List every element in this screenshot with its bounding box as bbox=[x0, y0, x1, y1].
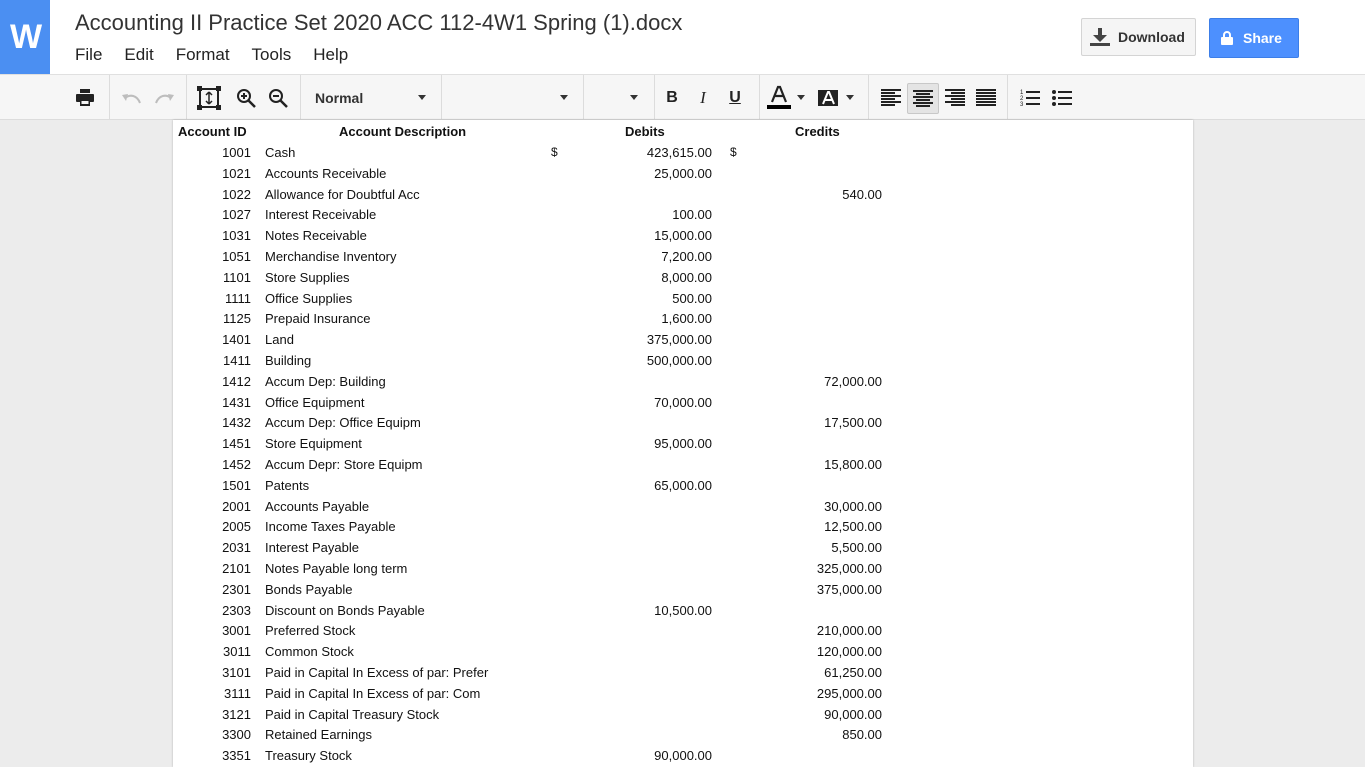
account-id: 1027 bbox=[222, 207, 251, 223]
account-description: Discount on Bonds Payable bbox=[265, 602, 425, 618]
account-description: Paid in Capital In Excess of par: Com bbox=[265, 685, 481, 701]
table-row bbox=[173, 748, 1193, 767]
debit-amount: 70,000.00 bbox=[654, 394, 712, 410]
account-id: 3101 bbox=[222, 665, 251, 680]
column-header-debits: Debits bbox=[625, 124, 665, 139]
credit-amount: 375,000.00 bbox=[816, 581, 882, 597]
table-row bbox=[173, 145, 1193, 165]
debit-amount: 375,000.00 bbox=[646, 332, 712, 348]
account-id: 1431 bbox=[222, 394, 251, 410]
table-row bbox=[173, 395, 1193, 415]
align-center-icon bbox=[913, 90, 933, 107]
account-id: 3351 bbox=[222, 748, 251, 764]
align-justify-button[interactable] bbox=[971, 75, 1000, 120]
account-id: 2031 bbox=[222, 540, 251, 556]
table-row bbox=[173, 332, 1193, 352]
credit-amount: 540.00 bbox=[842, 186, 882, 202]
numbered-list-button[interactable] bbox=[1015, 75, 1044, 120]
credit-currency-sign: $ bbox=[730, 145, 737, 159]
table-row bbox=[173, 291, 1193, 311]
bulleted-list-icon bbox=[1052, 89, 1072, 107]
account-id: 1501 bbox=[222, 477, 251, 493]
menu-edit[interactable]: Edit bbox=[124, 45, 154, 64]
document-page[interactable] bbox=[173, 120, 1193, 767]
toolbar-divider bbox=[759, 75, 760, 120]
chevron-down-icon bbox=[560, 95, 568, 100]
menu-tools[interactable]: Tools bbox=[251, 45, 292, 64]
account-id: 3300 bbox=[222, 727, 251, 743]
chevron-down-icon bbox=[630, 95, 638, 100]
bulleted-list-button[interactable] bbox=[1047, 75, 1076, 120]
account-id: 3121 bbox=[222, 706, 251, 722]
account-id: 1001 bbox=[222, 145, 251, 160]
account-description: Bonds Payable bbox=[265, 581, 353, 597]
table-row bbox=[173, 374, 1193, 394]
debit-amount: 1,600.00 bbox=[661, 311, 712, 327]
credit-amount: 90,000.00 bbox=[824, 706, 882, 722]
menu-help[interactable]: Help bbox=[313, 45, 349, 64]
debit-amount: 7,200.00 bbox=[661, 249, 712, 264]
account-id: 1111 bbox=[224, 290, 251, 306]
debit-amount: 500,000.00 bbox=[646, 353, 712, 368]
align-left-icon bbox=[881, 89, 901, 106]
italic-button[interactable]: I bbox=[700, 87, 706, 107]
account-description: Cash bbox=[265, 145, 296, 160]
account-description: Office Equipment bbox=[265, 394, 365, 410]
account-description: Notes Payable long term bbox=[265, 561, 408, 576]
account-description: Building bbox=[265, 353, 312, 368]
download-icon bbox=[1090, 28, 1110, 46]
table-row bbox=[173, 603, 1193, 623]
toolbar-divider bbox=[186, 75, 187, 120]
column-header-account-id: Account ID bbox=[178, 124, 247, 139]
account-description: Accum Dep: Office Equipm bbox=[265, 415, 421, 431]
account-description: Accounts Receivable bbox=[265, 165, 387, 181]
svg-text:1: 1 bbox=[1019, 89, 1023, 96]
account-description: Accounts Payable bbox=[265, 498, 370, 514]
align-right-button[interactable] bbox=[940, 75, 969, 120]
align-justify-icon bbox=[976, 89, 996, 106]
zoom-in-icon bbox=[236, 88, 256, 108]
menu-file[interactable]: File bbox=[75, 45, 103, 64]
account-description: Income Taxes Payable bbox=[265, 519, 396, 535]
account-id: 3011 bbox=[223, 644, 251, 660]
credit-amount: 61,250.00 bbox=[824, 665, 882, 680]
undo-icon bbox=[121, 92, 141, 104]
table-row bbox=[173, 665, 1193, 685]
text-color-button[interactable] bbox=[764, 75, 808, 120]
column-header-account-description: Account Description bbox=[339, 124, 467, 139]
table-row bbox=[173, 499, 1193, 519]
account-description: Land bbox=[265, 332, 294, 348]
table-row bbox=[173, 686, 1193, 706]
debit-amount: 65,000.00 bbox=[654, 477, 712, 493]
toolbar-divider bbox=[1007, 75, 1008, 120]
debit-amount: 15,000.00 bbox=[654, 228, 712, 244]
account-description: Office Supplies bbox=[265, 290, 353, 306]
bold-button[interactable]: B bbox=[666, 88, 678, 106]
credit-amount: 850.00 bbox=[842, 727, 882, 743]
print-button[interactable] bbox=[70, 75, 100, 120]
account-description: Prepaid Insurance bbox=[265, 311, 371, 327]
account-description: Paid in Capital Treasury Stock bbox=[265, 706, 440, 722]
credit-amount: 17,500.00 bbox=[824, 415, 882, 431]
debit-amount: 8,000.00 bbox=[661, 269, 712, 285]
table-row bbox=[173, 311, 1193, 331]
toolbar-divider bbox=[654, 75, 655, 120]
align-center-button[interactable] bbox=[907, 83, 939, 114]
table-row bbox=[173, 207, 1193, 227]
table-row bbox=[173, 249, 1193, 269]
menu-format[interactable]: Format bbox=[175, 45, 230, 64]
numbered-list-icon bbox=[1020, 89, 1040, 107]
account-description: Merchandise Inventory bbox=[265, 249, 397, 264]
font-family-dropdown[interactable] bbox=[442, 75, 582, 120]
table-row bbox=[173, 561, 1193, 581]
table-row bbox=[173, 478, 1193, 498]
svg-text:2: 2 bbox=[1019, 95, 1023, 102]
paragraph-style-dropdown[interactable] bbox=[301, 75, 441, 120]
debit-amount: 423,615.00 bbox=[646, 145, 712, 160]
highlight-color-button[interactable] bbox=[814, 75, 858, 120]
table-row bbox=[173, 519, 1193, 539]
account-id: 1125 bbox=[223, 311, 251, 327]
download-button[interactable] bbox=[1081, 18, 1196, 56]
account-id: 2303 bbox=[222, 602, 251, 618]
account-description: Retained Earnings bbox=[265, 727, 372, 743]
table-row bbox=[173, 270, 1193, 290]
account-id: 1031 bbox=[222, 228, 251, 244]
table-row bbox=[173, 166, 1193, 186]
account-description: Patents bbox=[265, 477, 310, 493]
align-left-button[interactable] bbox=[876, 75, 905, 120]
formatting-toolbar bbox=[0, 74, 1365, 120]
account-description: Store Supplies bbox=[265, 269, 350, 285]
account-description: Store Equipment bbox=[265, 436, 362, 452]
account-description: Notes Receivable bbox=[265, 228, 367, 244]
account-id: 3111 bbox=[224, 685, 251, 701]
app-header bbox=[0, 0, 1365, 74]
debit-currency-sign: $ bbox=[551, 145, 558, 159]
menu-bar bbox=[75, 45, 370, 65]
credit-amount: 210,000.00 bbox=[816, 623, 882, 639]
credit-amount: 325,000.00 bbox=[816, 561, 882, 576]
table-row bbox=[173, 228, 1193, 248]
account-description: Paid in Capital In Excess of par: Prefer bbox=[265, 665, 489, 680]
text-color-icon bbox=[766, 85, 792, 111]
zoom-out-icon bbox=[268, 88, 288, 108]
share-button[interactable] bbox=[1209, 18, 1299, 58]
account-id: 3001 bbox=[222, 623, 251, 639]
account-id: 1401 bbox=[222, 332, 251, 348]
debit-amount: 10,500.00 bbox=[654, 602, 712, 618]
account-description: Accum Dep: Building bbox=[265, 373, 386, 389]
fit-page-icon bbox=[197, 86, 221, 110]
account-description: Accum Depr: Store Equipm bbox=[265, 457, 423, 472]
credit-amount: 295,000.00 bbox=[816, 685, 882, 701]
document-title[interactable]: Accounting II Practice Set 2020 ACC 112-4W1 Spring (1).docx bbox=[75, 10, 683, 35]
align-right-icon bbox=[945, 89, 965, 106]
table-row bbox=[173, 623, 1193, 643]
account-description: Treasury Stock bbox=[265, 748, 352, 764]
account-description: Preferred Stock bbox=[265, 623, 356, 639]
account-id: 2005 bbox=[222, 519, 251, 535]
app-logo[interactable] bbox=[0, 0, 50, 74]
credit-amount: 12,500.00 bbox=[824, 519, 882, 535]
account-id: 1451 bbox=[222, 436, 251, 452]
debit-amount: 90,000.00 bbox=[654, 748, 712, 764]
svg-text:3: 3 bbox=[1019, 101, 1023, 107]
account-id: 2301 bbox=[222, 581, 251, 597]
table-row bbox=[173, 727, 1193, 747]
underline-button[interactable]: U bbox=[729, 88, 741, 106]
table-row bbox=[173, 457, 1193, 477]
toolbar-divider bbox=[868, 75, 869, 120]
account-id: 1022 bbox=[222, 186, 251, 202]
chevron-down-icon bbox=[418, 95, 426, 100]
logo-letter: W bbox=[9, 17, 41, 56]
undo-button[interactable] bbox=[117, 75, 145, 120]
chevron-down-icon bbox=[846, 95, 854, 100]
account-id: 1412 bbox=[222, 373, 251, 389]
debit-amount: 95,000.00 bbox=[654, 436, 712, 452]
table-row bbox=[173, 540, 1193, 560]
chevron-down-icon bbox=[797, 95, 805, 100]
table-row bbox=[173, 353, 1193, 373]
zoom-in-button[interactable] bbox=[232, 75, 260, 120]
credit-amount: 120,000.00 bbox=[816, 644, 882, 660]
debit-amount: 25,000.00 bbox=[654, 165, 712, 181]
redo-button[interactable] bbox=[151, 75, 179, 120]
download-label: Download bbox=[1118, 29, 1185, 45]
account-id: 2001 bbox=[222, 498, 251, 514]
debit-amount: 100.00 bbox=[672, 207, 712, 223]
redo-icon bbox=[155, 92, 175, 104]
account-id: 1051 bbox=[222, 249, 251, 264]
paragraph-style-value: Normal bbox=[315, 90, 364, 106]
share-label: Share bbox=[1243, 30, 1282, 46]
toolbar-divider bbox=[109, 75, 110, 120]
credit-amount: 5,500.00 bbox=[831, 540, 882, 556]
table-row bbox=[173, 415, 1193, 435]
table-row bbox=[173, 582, 1193, 602]
account-id: 1101 bbox=[223, 269, 251, 285]
credit-amount: 72,000.00 bbox=[824, 373, 882, 389]
font-size-dropdown[interactable] bbox=[584, 75, 653, 120]
lock-icon bbox=[1221, 31, 1233, 45]
account-id: 2101 bbox=[222, 561, 251, 576]
account-description: Common Stock bbox=[265, 644, 354, 660]
account-id: 1432 bbox=[222, 415, 251, 431]
account-id: 1411 bbox=[223, 353, 251, 368]
highlight-icon bbox=[818, 89, 840, 107]
account-id: 1021 bbox=[222, 165, 251, 181]
credit-amount: 15,800.00 bbox=[824, 457, 882, 472]
column-header-credits: Credits bbox=[795, 124, 840, 139]
credit-amount: 30,000.00 bbox=[824, 498, 882, 514]
zoom-out-button[interactable] bbox=[264, 75, 292, 120]
debit-amount: 500.00 bbox=[672, 290, 712, 306]
print-icon bbox=[76, 89, 94, 106]
table-row bbox=[173, 644, 1193, 664]
account-description: Interest Payable bbox=[265, 540, 359, 556]
account-description: Interest Receivable bbox=[265, 207, 377, 223]
table-row bbox=[173, 436, 1193, 456]
table-row bbox=[173, 707, 1193, 727]
fit-page-button[interactable] bbox=[195, 75, 223, 120]
account-description: Allowance for Doubtful Acc bbox=[265, 186, 420, 202]
table-row bbox=[173, 187, 1193, 207]
account-id: 1452 bbox=[222, 457, 251, 472]
